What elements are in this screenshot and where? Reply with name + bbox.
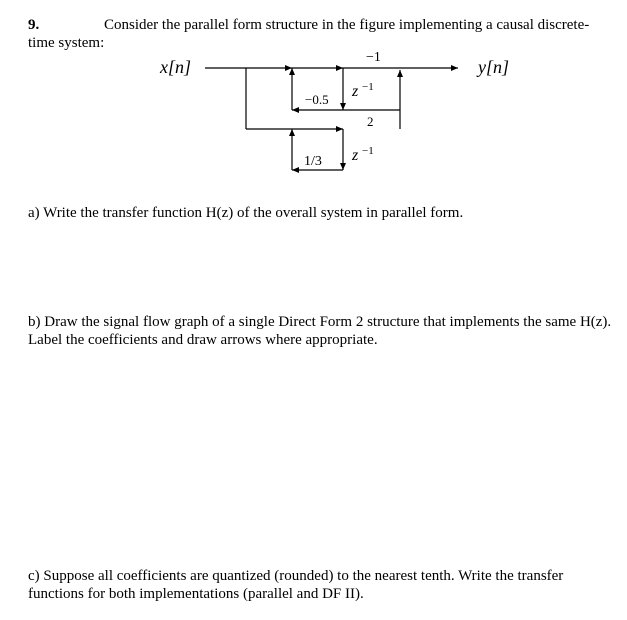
input-label: x[n] bbox=[160, 57, 191, 77]
question-b-line1: b) Draw the signal flow graph of a single Direct Form 2 structure that implements the same H(z). bbox=[28, 314, 612, 330]
question-c-line1: c) Suppose all coefficients are quantized (rounded) to the nearest tenth. Write the transfer bbox=[28, 568, 564, 584]
parallel-form-diagram bbox=[0, 0, 627, 200]
problem-number: 9. bbox=[28, 17, 40, 33]
output-label: y[n] bbox=[478, 57, 509, 77]
upper-delay-exponent: −1 bbox=[362, 81, 374, 93]
question-c-line2: functions for both implementations (parallel and DF II). bbox=[28, 586, 364, 602]
upper-delay-symbol: z bbox=[352, 83, 359, 100]
coef-feedback-upper-label: −0.5 bbox=[305, 92, 329, 107]
question-a: a) Write the transfer function H(z) of the overall system in parallel form. bbox=[28, 205, 464, 221]
coef-top-label: −1 bbox=[366, 50, 381, 65]
question-b-line2: Label the coefficients and draw arrows where appropriate. bbox=[28, 332, 378, 348]
lower-delay-exponent: −1 bbox=[362, 145, 374, 157]
coef-forward-upper-label: 2 bbox=[367, 114, 374, 129]
coef-feedback-lower-label: 1/3 bbox=[304, 154, 322, 169]
lower-delay-symbol: z bbox=[352, 147, 359, 164]
problem-intro-line1: Consider the parallel form structure in the figure implementing a causal discrete- bbox=[104, 17, 590, 33]
problem-intro-line2: time system: bbox=[28, 35, 105, 51]
